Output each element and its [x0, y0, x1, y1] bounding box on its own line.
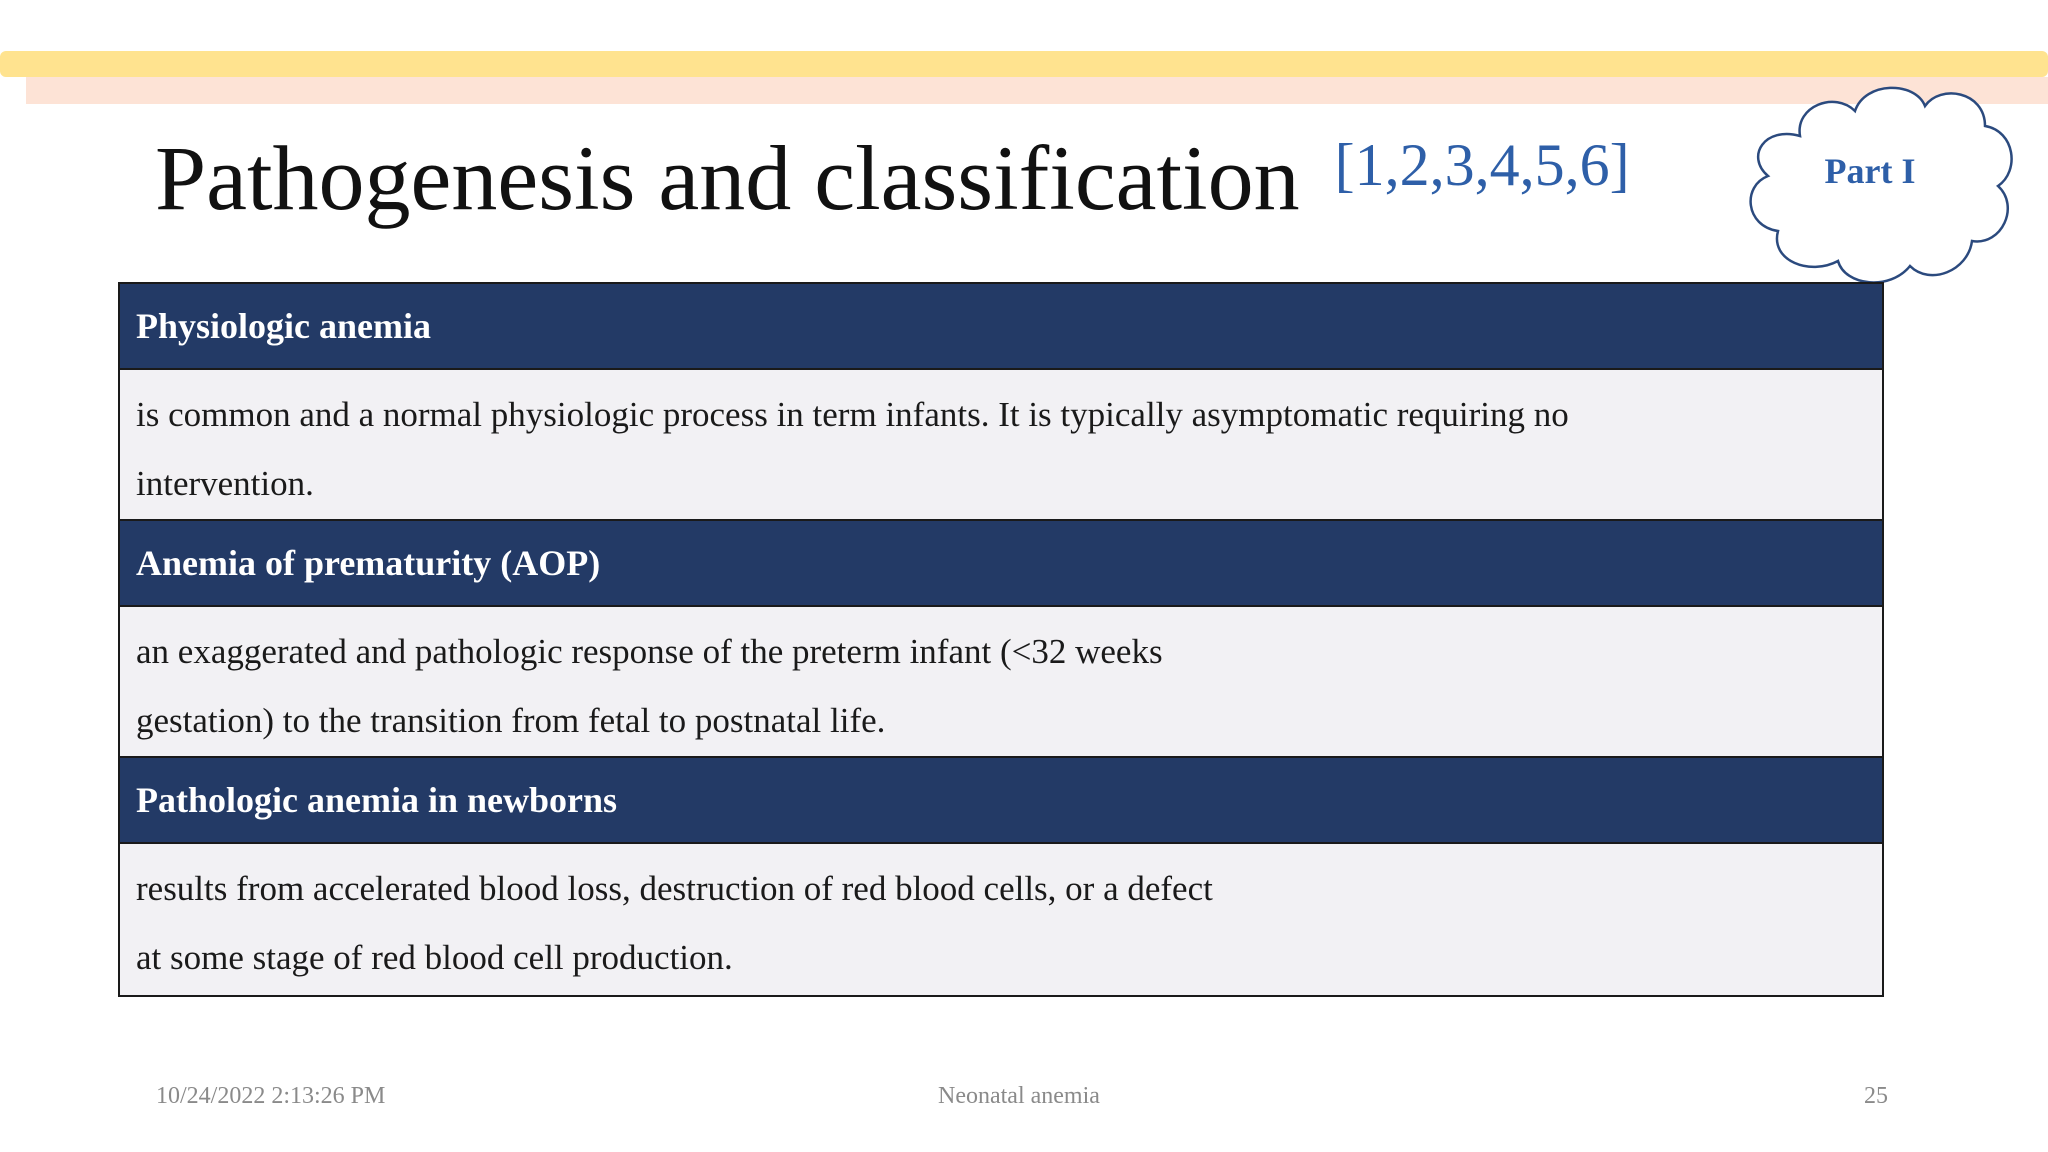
- classification-table: [118, 282, 1884, 997]
- section-body-prematurity: [120, 607, 1882, 758]
- slide-number: 25: [1864, 1083, 1888, 1109]
- footer-title: Neonatal anemia: [938, 1083, 1100, 1109]
- body-line: at some stage of red blood cell production.: [136, 938, 733, 977]
- section-heading-prematurity: Anemia of prematurity (AOP): [120, 521, 1882, 607]
- body-line: is common and a normal physiologic process in term infants. It is typically asymptomatic requiring no: [136, 395, 1569, 434]
- part-label: Part I: [1824, 151, 1916, 191]
- slide-title-text: Pathogenesis and classification: [155, 127, 1300, 229]
- section-body-pathologic: [120, 844, 1882, 995]
- slide-title-references: [1,2,3,4,5,6]: [1334, 132, 1630, 198]
- body-line: intervention.: [136, 464, 314, 503]
- slide-title: [155, 128, 1630, 229]
- body-line: an exaggerated and pathologic response of the preterm infant (<32 weeks: [136, 632, 1163, 671]
- top-yellow-band: [0, 51, 2048, 77]
- section-heading-pathologic: Pathologic anemia in newborns: [120, 758, 1882, 844]
- body-line: results from accelerated blood loss, destruction of red blood cells, or a defect: [136, 869, 1213, 908]
- section-heading-physiologic: Physiologic anemia: [120, 284, 1882, 370]
- footer-date: 10/24/2022 2:13:26 PM: [156, 1083, 386, 1109]
- body-line: gestation) to the transition from fetal to postnatal life.: [136, 701, 886, 740]
- section-body-physiologic: [120, 370, 1882, 521]
